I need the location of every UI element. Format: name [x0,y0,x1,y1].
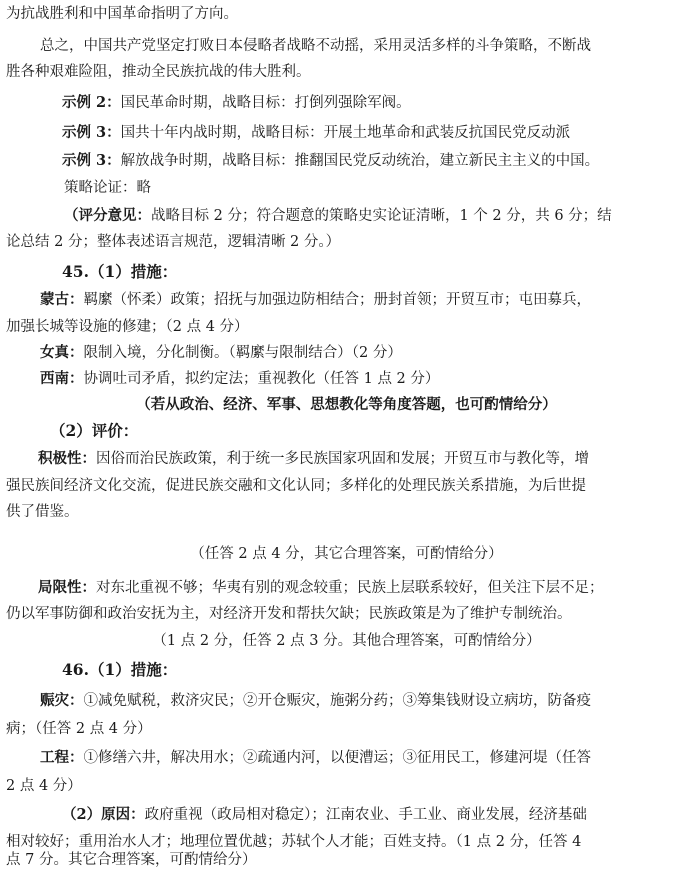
evaluation-heading [0,421,693,441]
item-text: 限制入境，分化制衡。（羁縻与限制结合）（2 分） [83,345,402,361]
line-text: 仍以军事防御和政治安抚为主，对经济开发和帮扶欠缺；民族政策是为了维护专制统治。 [6,606,572,622]
item-label: 蒙古： [40,291,84,308]
item-text: 政府重视（政局相对稳定）；江南农业、手工业、商业发展，经济基础 [144,807,587,823]
limitation-evaluation [0,578,693,598]
example-text: 解放战争时期，战略目标：推翻国民党反动统治，建立新民主主义的中国。 [120,153,600,169]
line-text: 相对较好；重用治水人才；地理位置优越；苏轼个人才能；百姓支持。（1 点 2 分，任答 4 [6,834,582,850]
text-line [0,232,693,252]
relief-measures [0,691,693,711]
example-2 [0,93,693,113]
scoring-label: （评分意见： [64,207,151,224]
item-label: 西南： [40,370,84,387]
line-text: 强民族间经济文化交流，促进民族交融和文化认同；多样化的处理民族关系措施，为后世提 [6,478,586,494]
example-label: 示例 3： [62,152,121,169]
text-line [0,317,693,337]
line-text: 为抗战胜利和中国革命指明了方向。 [6,6,238,22]
example-text: 国民革命时期，战略目标：打倒列强除军阀。 [120,95,411,111]
item-label: 局限性： [38,579,96,596]
item-text: 因俗而治民族政策，利于统一多民族国家巩固和发展；开贸互市与教化等，增 [96,451,589,467]
reasons-paragraph [0,805,693,825]
item-label: 工程： [40,749,84,766]
text-line [0,4,693,24]
heading-text: 46.（1）措施： [62,660,178,679]
item-label: 积极性： [38,450,96,467]
text-line [0,776,693,796]
example-label: 示例 3： [62,124,121,141]
line-text: 加强长城等设施的修建；（2 点 4 分） [6,319,249,335]
text-line [0,832,693,852]
example-3 [0,123,693,143]
heading-text: （2）评价： [50,421,139,440]
line-text: （1 点 2 分，任答 2 点 3 分。其他合理答案，可酌情给分） [152,633,541,649]
item-text: ①减免赋税，救济灾民；②开仓赈灾，施粥分药；③筹集钱财设立病坊，防备疫 [83,693,591,709]
engineering-measures [0,748,693,768]
text-line [0,719,693,739]
summary-paragraph [0,36,693,56]
strategy-argument [0,178,693,198]
positive-evaluation [0,449,693,469]
line-text: 2 点 4 分） [6,778,82,794]
line-text: 胜各种艰难险阻，推动全民族抗战的伟大胜利。 [6,64,311,80]
text-line [0,502,693,522]
example-3-second [0,151,693,171]
item-text: 协调吐司矛盾，拟约定法；重视教化（任答 1 点 2 分） [83,371,440,387]
text-line [0,604,693,624]
example-text: 国共十年内战时期，战略目标：开展土地革命和武装反抗国民党反动派 [120,125,571,141]
example-label: 示例 2： [62,94,121,111]
mongol-measures [0,290,693,310]
item-text: 对东北重视不够；华夷有别的观念较重；民族上层联系较好，但关注下层不足； [96,580,604,596]
line-text: 供了借鉴。 [6,504,79,520]
southwest-measures [0,369,693,389]
line-text: 点 7 分。其它合理答案，可酌情给分） [6,852,257,868]
line-text: 论总结 2 分；整体表述语言规范，逻辑清晰 2 分。） [6,234,341,250]
scoring-note [0,206,693,226]
scoring-remark [0,631,693,651]
item-text: ①修缮六井，解决用水；②疏通内河，以便漕运；③征用民工，修建河堤（任答 [83,750,591,766]
item-label: 赈灾： [40,692,84,709]
item-label: （2）原因： [62,806,145,823]
item-label: 女真： [40,344,84,361]
question-46-heading [0,660,693,680]
jurchen-measures [0,343,693,363]
item-text: 羁縻（怀柔）政策；招抚与加强边防相结合；册封首领；开贸互市；屯田募兵， [83,292,591,308]
line-text: （若从政治、经济、军事、思想教化等角度答题，也可酌情给分） [136,396,557,413]
heading-text: 45.（1）措施： [62,262,178,281]
text-line [0,476,693,496]
scoring-remark [0,395,693,415]
text-line [0,62,693,82]
scoring-remark [0,544,693,564]
question-45-heading [0,262,693,282]
line-text: 总之，中国共产党坚定打败日本侵略者战略不动摇，采用灵活多样的斗争策略，不断战 [40,38,591,54]
line-text: 策略论证：略 [64,180,151,196]
line-text: （任答 2 点 4 分，其它合理答案，可酌情给分） [190,546,503,562]
scoring-text: 战略目标 2 分；符合题意的策略史实论证清晰，1 个 2 分，共 6 分；结 [151,208,612,224]
text-line [0,850,693,870]
line-text: 病；（任答 2 点 4 分） [6,721,152,737]
